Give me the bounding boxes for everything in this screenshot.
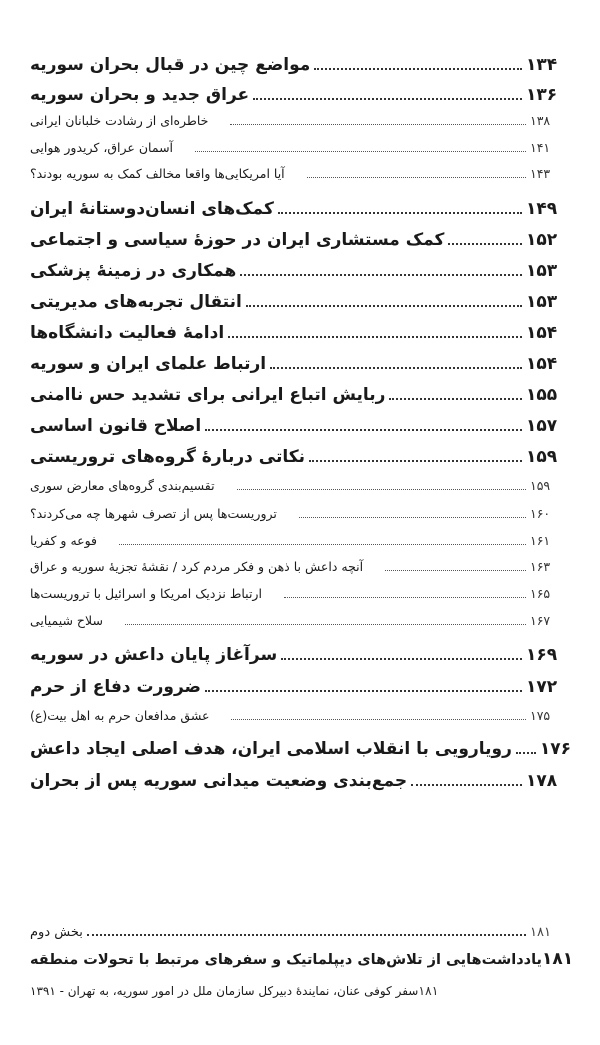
entry-page-number: ۱۳۸ xyxy=(530,113,551,128)
toc-entry xyxy=(30,292,570,312)
leader-dots xyxy=(278,212,522,214)
entry-title: ارتباط نزدیک امریکا و اسرائیل با تروریست‌ها xyxy=(30,586,262,601)
entry-page-number: ۱۴۹ xyxy=(526,199,558,219)
leader-dots xyxy=(253,98,522,100)
entry-title: عراق جدید و بحران سوریه xyxy=(30,85,250,105)
toc-subentry xyxy=(30,586,570,603)
toc-subentry xyxy=(30,533,570,550)
part-two-heading-row xyxy=(30,949,574,969)
leader-dots xyxy=(205,429,522,431)
entry-title: آیا امریکایی‌ها واقعا مخالف کمک به سوریه بودند؟ xyxy=(30,166,285,181)
leader-dots xyxy=(125,624,526,625)
entry-page-number: ۱۵۲ xyxy=(526,230,558,250)
leader-dots xyxy=(119,544,526,545)
entry-page-number: ۱۷۶ xyxy=(539,739,572,759)
leader-dots xyxy=(240,274,522,276)
toc-subentry xyxy=(30,113,570,130)
leader-dots xyxy=(246,305,522,307)
leader-dots xyxy=(231,719,526,720)
entry-page-number: ۱۵۴ xyxy=(526,323,558,343)
entry-title: آنچه داعش با ذهن و فکر مردم کرد / نقشهٔ تجزیهٔ سوریه و عراق xyxy=(30,559,364,574)
entry-title: سلاح شیمیایی xyxy=(30,613,103,628)
part-two-sub-page: ۱۸۱ xyxy=(418,983,439,998)
entry-title: ارتباط علمای ایران و سوریه xyxy=(30,354,267,374)
toc-entry xyxy=(30,199,570,219)
toc-entry xyxy=(30,55,570,75)
entry-title: کمک مستشاری ایران در حوزهٔ سیاسی و اجتماعی xyxy=(30,230,445,250)
entry-page-number: ۱۴۱ xyxy=(530,140,551,155)
leader-dots xyxy=(389,398,522,400)
entry-page-number: ۱۵۹ xyxy=(530,478,551,493)
leader-dots xyxy=(270,367,522,369)
entry-page-number: ۱۳۶ xyxy=(526,85,558,105)
entry-title: آسمان عراق، کریدور هوایی xyxy=(30,140,174,155)
part-two-label-row xyxy=(30,925,570,941)
leader-dots xyxy=(195,151,526,152)
toc-entry xyxy=(30,230,570,250)
leader-dots xyxy=(284,597,526,598)
entry-page-number: ۱۷۸ xyxy=(526,771,558,791)
toc-subentry xyxy=(30,506,570,523)
entry-page-number: ۱۵۴ xyxy=(526,354,558,374)
toc-subentry xyxy=(30,166,570,183)
part-two-sub: سفر کوفی عنان، نمایندهٔ دبیرکل سازمان ملل در امور سوریه، به تهران - ۱۳۹۱ xyxy=(30,984,419,998)
entry-title: کمک‌های انسان‌دوستانهٔ ایران xyxy=(30,199,274,219)
entry-title: نکاتی دربارهٔ گروه‌های تروریستی xyxy=(30,447,306,467)
entry-page-number: ۱۷۲ xyxy=(526,677,558,697)
toc-subentry xyxy=(30,140,570,157)
toc-entry xyxy=(30,447,570,467)
toc-entry xyxy=(30,645,570,665)
part-two-label: بخش دوم xyxy=(30,925,83,940)
leader-dots xyxy=(237,489,526,490)
leader-dots xyxy=(205,690,522,692)
entry-page-number: ۱۵۳ xyxy=(526,292,558,312)
entry-title: جمع‌بندی وضعیت میدانی سوریه پس از بحران xyxy=(30,771,408,791)
toc-entry xyxy=(30,416,570,436)
leader-dots xyxy=(516,752,536,754)
entry-page-number: ۱۶۱ xyxy=(530,533,551,548)
leader-dots xyxy=(314,68,522,70)
toc-entry xyxy=(30,771,570,791)
entry-title: خاطره‌ای از رشادت خلبانان ایرانی xyxy=(30,113,209,128)
toc-subentry xyxy=(30,613,570,630)
leader-dots xyxy=(385,570,526,571)
entry-page-number: ۱۵۷ xyxy=(526,416,558,436)
toc-subentry xyxy=(30,478,570,495)
entry-title: تروریست‌ها پس از تصرف شهرها چه می‌کردند؟ xyxy=(30,506,277,521)
leader-dots xyxy=(411,784,522,786)
leader-dots xyxy=(230,124,526,125)
entry-page-number: ۱۶۳ xyxy=(530,559,551,574)
leader-dots xyxy=(307,177,526,178)
toc-entry xyxy=(30,85,570,105)
entry-page-number: ۱۵۳ xyxy=(526,261,558,281)
entry-page-number: ۱۶۵ xyxy=(530,586,551,601)
entry-page-number: ۱۶۹ xyxy=(526,645,558,665)
part-two-heading-page: ۱۸۱ xyxy=(541,949,574,969)
entry-page-number: ۱۴۳ xyxy=(530,166,551,181)
leader-dots xyxy=(309,460,522,462)
entry-title: مواضع چین در قبال بحران سوریه xyxy=(30,55,311,75)
toc-entry xyxy=(30,739,570,759)
entry-title: ربایش اتباع ایرانی برای تشدید حس ناامنی xyxy=(30,385,386,405)
part-two-sub-row xyxy=(30,983,570,998)
entry-page-number: ۱۳۴ xyxy=(526,55,558,75)
toc-entry xyxy=(30,354,570,374)
entry-page-number: ۱۷۵ xyxy=(530,708,551,723)
entry-title: عشق مدافعان حرم به اهل بیت(ع) xyxy=(30,708,210,723)
entry-title: رویارویی با انقلاب اسلامی ایران، هدف اصلی ایجاد داعش xyxy=(30,739,512,759)
leader-dots xyxy=(299,517,526,518)
toc-entry xyxy=(30,323,570,343)
entry-title: انتقال تجربه‌های مدیریتی xyxy=(30,292,242,312)
toc-entry xyxy=(30,261,570,281)
leader-dots xyxy=(87,934,526,936)
part-two-page: ۱۸۱ xyxy=(530,925,551,940)
entry-page-number: ۱۵۹ xyxy=(526,447,558,467)
leader-dots xyxy=(448,243,522,245)
entry-title: همکاری در زمینهٔ پزشکی xyxy=(30,261,237,281)
toc-entry xyxy=(30,677,570,697)
entry-page-number: ۱۵۵ xyxy=(526,385,558,405)
entry-page-number: ۱۶۷ xyxy=(530,613,551,628)
leader-dots xyxy=(228,336,522,338)
leader-dots xyxy=(281,658,522,660)
entry-title: تقسیم‌بندی گروه‌های معارض سوری xyxy=(30,478,215,493)
toc-subentry xyxy=(30,708,570,725)
toc-entry xyxy=(30,385,570,405)
part-two-heading: یادداشت‌هایی از تلاش‌های دیپلماتیک و سفرهای مرتبط با تحولات منطقه xyxy=(30,952,542,968)
entry-title: ادامهٔ فعالیت دانشگاه‌ها xyxy=(30,323,225,343)
entry-title: سرآغاز پایان داعش در سوریه xyxy=(30,645,278,665)
toc-subentry xyxy=(30,559,570,576)
entry-title: اصلاح قانون اساسی xyxy=(30,416,202,436)
entry-title: فوعه و کفریا xyxy=(30,533,98,548)
entry-title: ضرورت دفاع از حرم xyxy=(30,677,201,697)
entry-page-number: ۱۶۰ xyxy=(530,506,551,521)
